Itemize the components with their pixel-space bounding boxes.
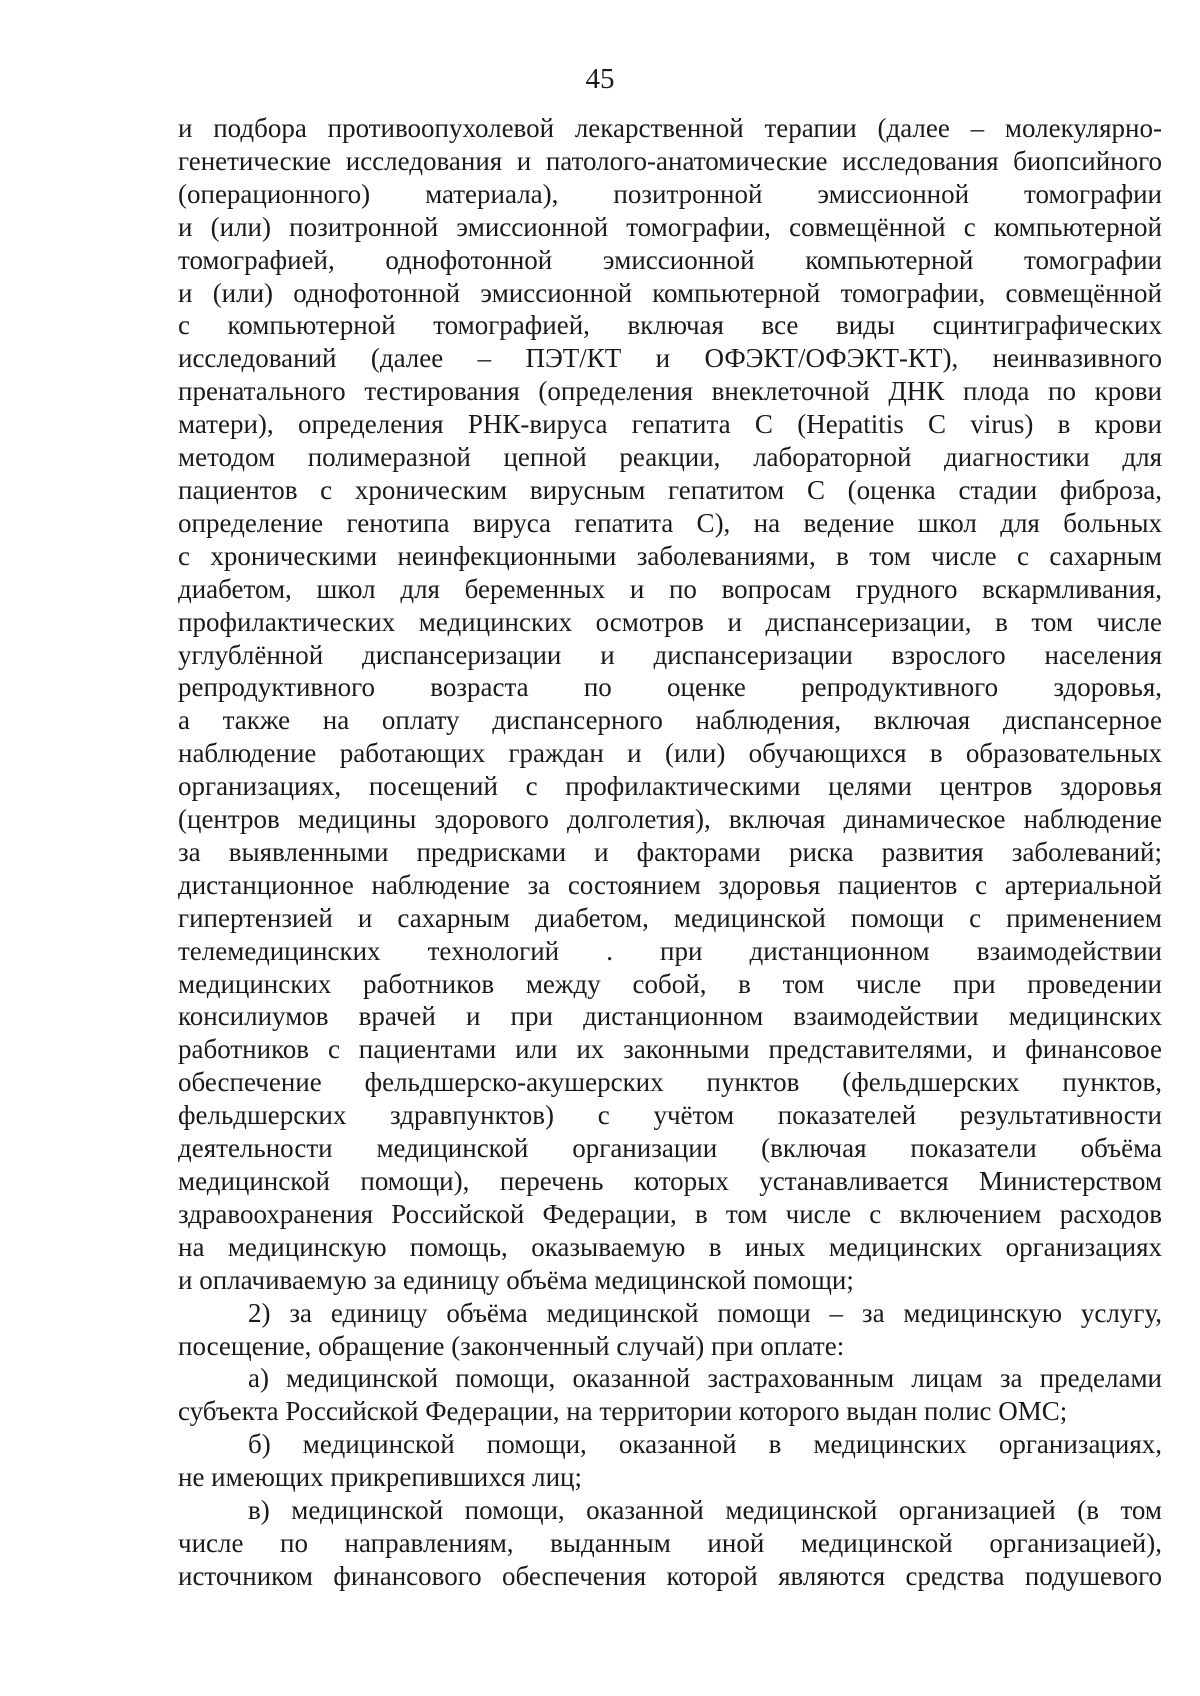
text-line: работников с пациентами или их законными представителями, и финансовое	[178, 1034, 1162, 1065]
text-line: в) медицинской помощи, оказанной медицинской организацией (в том	[248, 1495, 1162, 1526]
text-line: и оплачиваемую за единицу объёма медицинской помощи;	[178, 1264, 854, 1295]
text-line: источником финансового обеспечения которой являются средства подушевого	[178, 1560, 1162, 1591]
text-line: деятельности медицинской организации (включая показатели объёма	[178, 1133, 1162, 1164]
text-line: репродуктивного возраста по оценке репродуктивного здоровья,	[178, 672, 1162, 703]
text-line: фельдшерских здравпунктов) с учётом показателей результативности	[178, 1100, 1162, 1131]
text-line: не имеющих прикрепившихся лиц;	[178, 1462, 582, 1493]
text-line: матери), определения РНК-вируса гепатита С (Hepatitis C virus) в крови	[178, 409, 1162, 440]
text-line: гипертензией и сахарным диабетом, медицинской помощи с применением	[178, 902, 1162, 933]
text-line: (центров медицины здорового долголетия), включая динамическое наблюдение	[178, 804, 1162, 835]
text-line: исследований (далее – ПЭТ/КТ и ОФЭКТ/ОФЭКТ-КТ), неинвазивного	[178, 343, 1162, 374]
text-line: методом полимеразной цепной реакции, лабораторной диагностики для	[178, 442, 1162, 473]
text-line: диабетом, школ для беременных и по вопросам грудного вскармливания,	[178, 573, 1162, 604]
text-line: и (или) однофотонной эмиссионной компьютерной томографии, совмещённой	[178, 277, 1162, 308]
text-line: с компьютерной томографией, включая все виды сцинтиграфических	[178, 310, 1162, 341]
text-line: субъекта Российской Федерации, на территории которого выдан полис ОМС;	[178, 1396, 1068, 1427]
text-line: профилактических медицинских осмотров и диспансеризации, в том числе	[178, 606, 1162, 637]
text-line: 2) за единицу объёма медицинской помощи – за медицинскую услугу,	[248, 1297, 1162, 1328]
text-line: томографией, однофотонной эмиссионной компьютерной томографии	[178, 244, 1162, 275]
text-line: генетические исследования и патолого-анатомические исследования биопсийного	[178, 145, 1162, 176]
page-number: 45	[585, 63, 615, 95]
text-line: (операционного) материала), позитронной эмиссионной томографии	[178, 178, 1162, 209]
text-line: здравоохранения Российской Федерации, в том числе с включением расходов	[178, 1198, 1162, 1229]
text-line: определение генотипа вируса гепатита С), на ведение школ для больных	[178, 507, 1162, 538]
text-line: за выявленными предрисками и факторами риска развития заболеваний;	[178, 836, 1162, 867]
text-line: пациентов с хроническим вирусным гепатитом С (оценка стадии фиброза,	[178, 474, 1162, 505]
text-line: числе по направлениям, выданным иной медицинской организацией),	[178, 1527, 1162, 1558]
text-line: и (или) позитронной эмиссионной томографии, совмещённой с компьютерной	[178, 211, 1162, 242]
text-line: организациях, посещений с профилактическими целями центров здоровья	[178, 771, 1162, 802]
text-line: медицинских работников между собой, в том числе при проведении	[178, 968, 1162, 999]
text-line: медицинской помощи), перечень которых устанавливается Министерством	[178, 1166, 1162, 1196]
text-line: наблюдение работающих граждан и (или) обучающихся в образовательных	[178, 738, 1162, 769]
text-line: а также на оплату диспансерного наблюдения, включая диспансерное	[178, 705, 1162, 736]
text-line: с хроническими неинфекционными заболеваниями, в том числе с сахарным	[178, 540, 1162, 571]
text-line: и подбора противоопухолевой лекарственной терапии (далее – молекулярно-	[178, 113, 1162, 143]
text-line: пренатального тестирования (определения внеклеточной ДНК плода по крови	[178, 376, 1162, 407]
text-line: посещение, обращение (законченный случай) при оплате:	[178, 1330, 845, 1361]
text-line: углублённой диспансеризации и диспансеризации взрослого населения	[178, 639, 1162, 670]
text-line: дистанционное наблюдение за состоянием здоровья пациентов с артериальной	[178, 869, 1162, 900]
text-line: телемедицинских технологий . при дистанционном взаимодействии	[178, 935, 1162, 966]
text-line: консилиумов врачей и при дистанционном взаимодействии медицинских	[178, 1001, 1162, 1032]
text-line: а) медицинской помощи, оказанной застрахованным лицам за пределами	[248, 1363, 1162, 1394]
text-line: на медицинскую помощь, оказываемую в иных медицинских организациях	[178, 1231, 1162, 1262]
text-line: обеспечение фельдшерско-акушерских пунктов (фельдшерских пунктов,	[178, 1067, 1162, 1098]
text-line: б) медицинской помощи, оказанной в медицинских организациях,	[248, 1429, 1162, 1460]
body-text	[178, 112, 1162, 1593]
